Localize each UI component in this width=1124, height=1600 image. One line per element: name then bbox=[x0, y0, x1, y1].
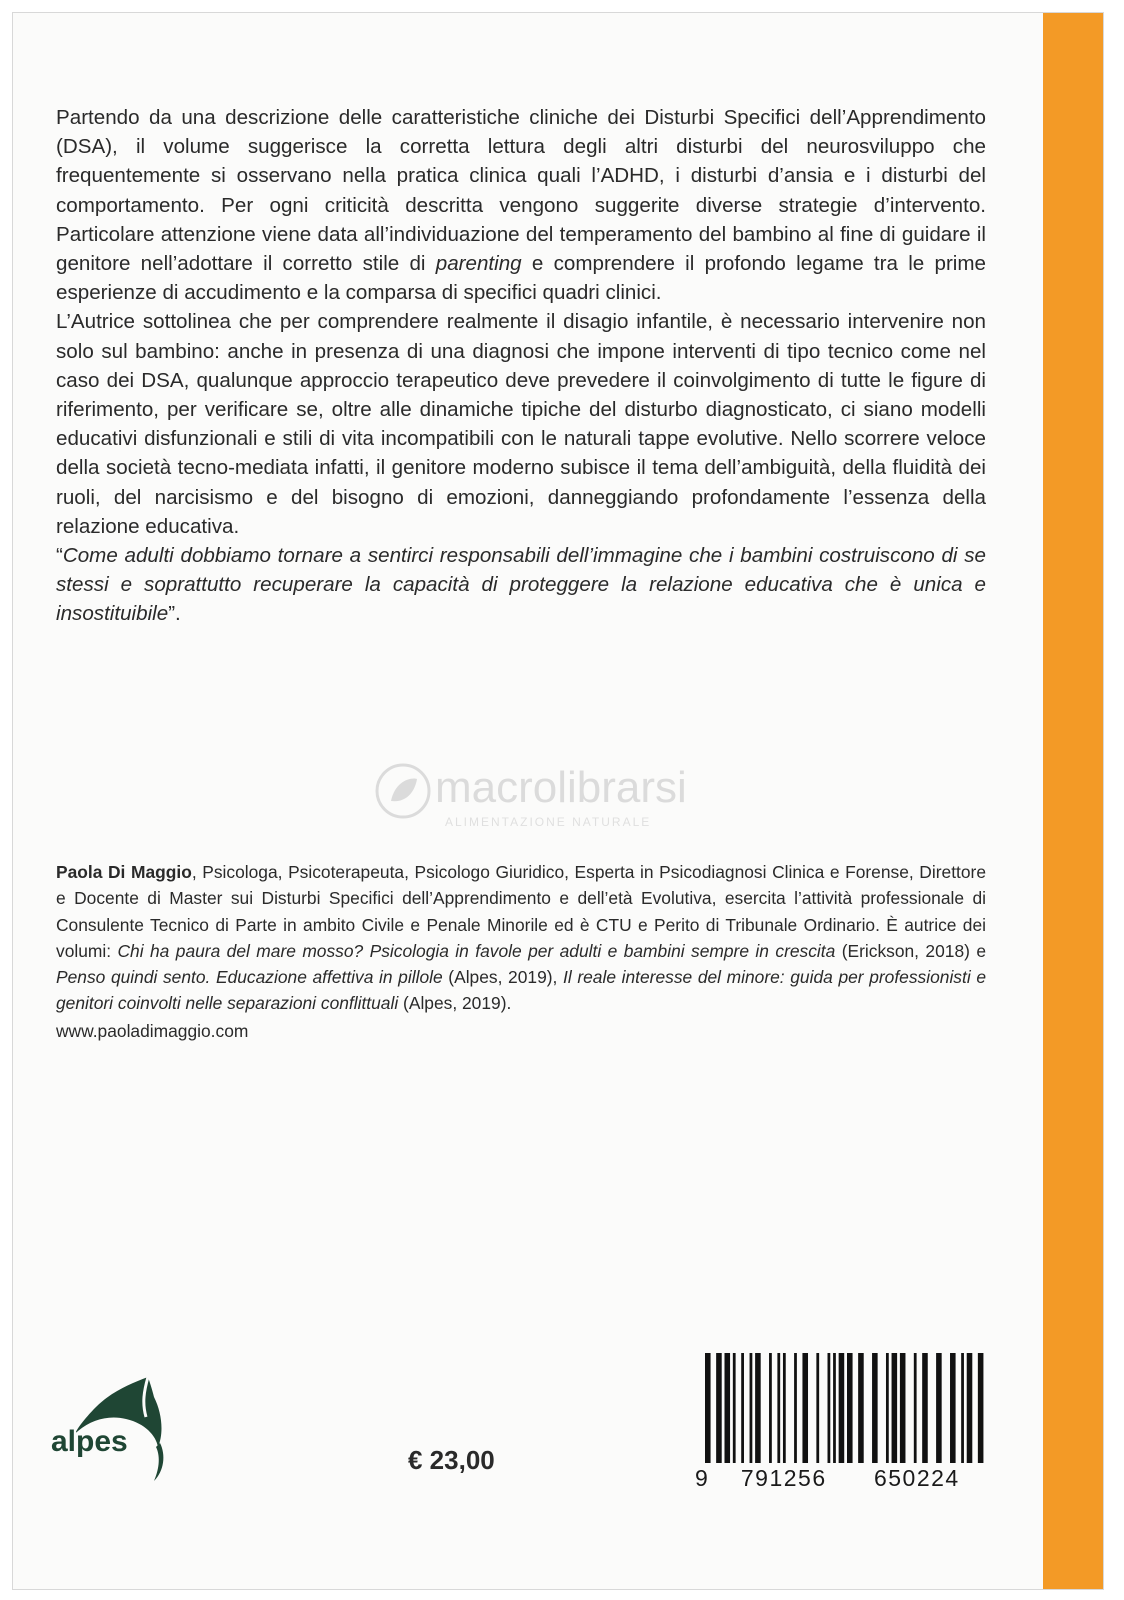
book-back-cover bbox=[12, 12, 1104, 1590]
isbn-lead-digit: 9 bbox=[695, 1465, 710, 1491]
blurb-quote: “Come adulti dobbiamo tornare a sentirci responsabili dell’immagine che i bambini costruiscono di se stessi e soprattutto recuperare la capacità di proteggere la relazione educativa che è unica e insostituibile”. bbox=[56, 544, 986, 626]
barcode-bar bbox=[716, 1353, 722, 1463]
author-name: Paola Di Maggio bbox=[56, 862, 192, 882]
barcode-bar bbox=[828, 1353, 831, 1463]
watermark-subtitle: ALIMENTAZIONE NATURALE bbox=[445, 815, 652, 829]
barcode-bar bbox=[858, 1353, 864, 1463]
publisher-logo-text: alpes bbox=[51, 1425, 128, 1458]
parenting-italic: parenting bbox=[435, 252, 522, 276]
author-bio: Paola Di Maggio, Psicologa, Psicoterapeuta, Psicologo Giuridico, Esperta in Psicodiagnosi Clinica e Forense, Direttore e Docente di Master sui Disturbi Specifici dell’Apprendimento e dell’età Evolutiva, esercita l’attività professionale di Consulente Tecnico di Parte in ambito Civile e Penale Minorile ed è CTU e Perito di Tribunale Ordinario. È autrice dei volumi: Chi ha paura del mare mosso? Psicologia in favole per adulti e bambini sempre in crescita (Erickson, 2018) e Penso quindi sento. Educazione affettiva in pillole (Alpes, 2019), Il reale interesse del minore: guida per professionisti e genitori coinvolti nelle separazioni conflittuali (Alpes, 2019). bbox=[56, 862, 986, 1014]
orange-spine-strip bbox=[1043, 13, 1103, 1589]
price: € 23,00 bbox=[408, 1445, 495, 1475]
author-website: www.paoladimaggio.com bbox=[56, 1021, 249, 1041]
barcode-bar bbox=[872, 1353, 878, 1463]
barcode-bar bbox=[950, 1353, 956, 1463]
back-cover-blurb bbox=[56, 103, 986, 629]
blurb-paragraph-2: L’Autrice sottolinea che per comprendere realmente il disagio infantile, è necessario intervenire non solo sul bambino: anche in presenza di una diagnosi che impone interventi di tipo tecnico come nel caso dei DSA, qualunque approccio terapeutico deve prevedere il coinvolgimento di tutte le figure di riferimento, per verificare se, oltre alle dinamiche tipiche del disturbo diagnosticato, ci siano modelli educativi disfunzionali e stili di vita incompatibili con le naturali tappe evolutive. Nello scorrere veloce della società tecno-mediata infatti, il genitore moderno subisce il tema dell’ambiguità, della fluidità dei ruoli, del narcisismo e del bisogno di emozioni, danneggiando profondamente l’essenza della relazione educativa. bbox=[56, 310, 986, 538]
barcode-bar bbox=[886, 1353, 889, 1463]
macrolibrarsi-watermark bbox=[373, 753, 793, 843]
barcode-bar bbox=[839, 1353, 845, 1463]
barcode-bar bbox=[847, 1353, 853, 1463]
barcode-bar bbox=[816, 1353, 819, 1463]
book-title-3: Il reale interesse del minore: guida per professionisti e genitori coinvolti nelle separazioni conflittuali bbox=[56, 967, 986, 1014]
isbn-number bbox=[695, 1465, 993, 1492]
barcode-bar bbox=[733, 1353, 736, 1463]
barcode-bar bbox=[967, 1353, 973, 1463]
watermark-name: macrolibrarsi bbox=[435, 763, 687, 812]
barcode-bar bbox=[914, 1353, 917, 1463]
barcode-bar bbox=[978, 1353, 984, 1463]
barcode-bar bbox=[777, 1353, 780, 1463]
barcode-bar bbox=[833, 1353, 836, 1463]
leaf-icon bbox=[373, 761, 433, 821]
isbn-group-2: 650224 bbox=[873, 1465, 960, 1491]
barcode-bar bbox=[755, 1353, 761, 1463]
barcode-bar bbox=[802, 1353, 808, 1463]
blurb-paragraph-1: Partendo da una descrizione delle caratteristiche cliniche dei Disturbi Specifici dell’Apprendimento (DSA), il volume suggerisce la corretta lettura degli altri disturbi del neurosviluppo che frequentemente si osservano nella pratica clinica quali l’ADHD, i disturbi d’ansia e i disturbi del comportamento. Per ogni criticità descritta vengono suggerite diverse strategie d’intervento. Particolare attenzione viene data all’individuazione del temperamento del bambino al fine di guidare il genitore nell’adottare il corretto stile di parenting e comprendere il profondo legame tra le prime esperienze di accudimento e la comparsa di specifici quadri clinici. bbox=[56, 106, 986, 305]
barcode-bar bbox=[961, 1353, 964, 1463]
barcode-bar bbox=[794, 1353, 797, 1463]
book-title-2: Penso quindi sento. Educazione affettiva in pillole bbox=[56, 967, 443, 988]
barcode-bar bbox=[936, 1353, 942, 1463]
barcode-bar bbox=[705, 1353, 711, 1463]
barcode-bar bbox=[892, 1353, 898, 1463]
isbn-barcode bbox=[703, 1353, 991, 1463]
barcode-bar bbox=[900, 1353, 906, 1463]
barcode-bar bbox=[750, 1353, 753, 1463]
barcode-bar bbox=[922, 1353, 928, 1463]
barcode-bar bbox=[783, 1353, 786, 1463]
barcode-bar bbox=[724, 1353, 730, 1463]
isbn-group-1: 791256 bbox=[740, 1465, 827, 1491]
barcode-bar bbox=[741, 1353, 744, 1463]
book-title-1: Chi ha paura del mare mosso? Psicologia in favole per adulti e bambini sempre in crescita bbox=[117, 940, 836, 961]
barcode-bar bbox=[769, 1353, 772, 1463]
